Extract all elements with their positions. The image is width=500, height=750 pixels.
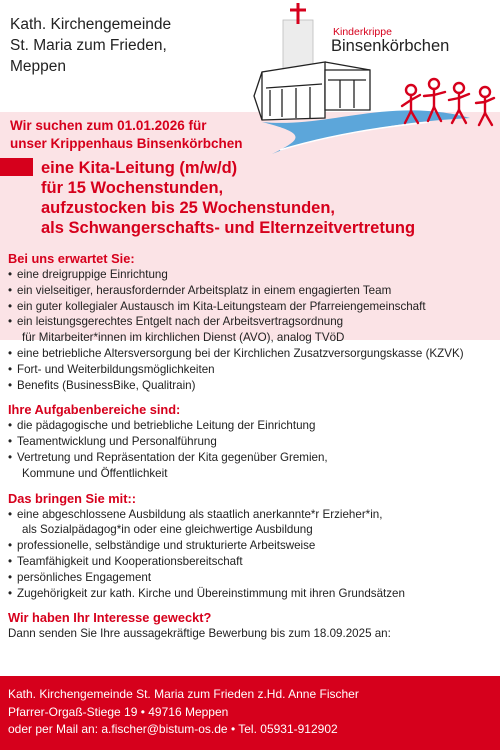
list-item: • ein leistungsgerechtes Entgelt nach der Arbeitsvertragsordnung für Mitarbeiter*innen im kirchlichen Dienst (AVO), analog TVöD xyxy=(8,314,496,346)
position-line: für 15 Wochenstunden, xyxy=(41,179,224,197)
bullet-list xyxy=(8,418,496,481)
logo-title: Binsenkörbchen xyxy=(331,37,450,55)
position-line: eine Kita-Leitung (m/w/d) xyxy=(41,159,238,177)
building-drawing-icon xyxy=(254,62,370,120)
logo-subtitle: Kinderkrippe xyxy=(333,26,392,38)
list-item: • eine abgeschlossene Ausbildung als staatlich anerkannte*r Erzieher*in, als Sozialpädagog*in oder eine gleichwertige Ausbildung xyxy=(8,507,496,539)
accent-bar xyxy=(0,158,33,176)
list-item: • Vertretung und Repräsentation der Kita gegenüber Gremien, Kommune und Öffentlichkeit xyxy=(8,450,496,482)
position-line: aufzustocken bis 25 Wochenstunden, xyxy=(41,199,335,217)
section-title: Ihre Aufgabenbereiche sind: xyxy=(8,402,181,418)
bullet-list xyxy=(8,507,496,602)
contact-question: Wir haben Ihr Interesse geweckt? xyxy=(8,610,212,626)
list-item: • Benefits (BusinessBike, Qualitrain) xyxy=(8,378,496,394)
list-item: • persönliches Engagement xyxy=(8,570,496,586)
list-item: • eine dreigruppige Einrichtung xyxy=(8,267,496,283)
intro-line: unser Krippenhaus Binsenkörbchen xyxy=(10,136,243,151)
position-title xyxy=(41,158,496,238)
section-tasks xyxy=(8,401,496,481)
main-content xyxy=(8,250,496,642)
footer-line: Pfarrer-Orgaß-Stiege 19 • 49716 Meppen xyxy=(8,704,229,719)
section-title: Bei uns erwartet Sie: xyxy=(8,251,135,266)
list-item: • eine betriebliche Altersversorgung bei der Kirchlichen Zusatzversorgungskasse (KZVK) xyxy=(8,346,496,362)
bullet-list xyxy=(8,267,496,393)
footer-line: Kath. Kirchengemeinde St. Maria zum Frieden z.Hd. Anne Fischer xyxy=(8,687,359,701)
section-requirements xyxy=(8,490,496,602)
header xyxy=(0,0,500,112)
list-item: • Fort- und Weiterbildungsmöglichkeiten xyxy=(8,362,496,378)
org-line: Meppen xyxy=(10,58,67,75)
list-item: • Teamfähigkeit und Kooperationsbereitschaft xyxy=(8,554,496,570)
contact-text: Dann senden Sie Ihre aussagekräftige Bewerbung bis zum 18.09.2025 an: xyxy=(8,627,391,641)
list-item: • professionelle, selbständige und strukturierte Arbeitsweise xyxy=(8,538,496,554)
intro-text xyxy=(10,117,310,153)
section-contact xyxy=(8,609,496,642)
org-line: Kath. Kirchengemeinde xyxy=(10,16,172,33)
list-item: • Teamentwicklung und Personalführung xyxy=(8,434,496,450)
section-title: Das bringen Sie mit:: xyxy=(8,490,136,506)
list-item: • ein guter kollegialer Austausch im Kita-Leitungsteam der Pfarreiengemeinschaft xyxy=(8,299,496,315)
position-line: als Schwangerschafts- und Elternzeitvertretung xyxy=(41,219,416,237)
list-item: • Zugehörigkeit zur kath. Kirche und Übereinstimmung mit ihren Grundsätzen xyxy=(8,586,496,602)
list-item: • die pädagogische und betriebliche Leitung der Einrichtung xyxy=(8,418,496,434)
footer-line: oder per Mail an: a.fischer@bistum-os.de • Tel. 05931-912902 xyxy=(8,722,338,736)
intro-line: Wir suchen zum 01.01.2026 für xyxy=(10,118,207,133)
org-line: St. Maria zum Frieden, xyxy=(10,37,167,54)
footer-contact xyxy=(0,676,500,750)
section-offer xyxy=(8,250,496,393)
list-item: • ein vielseitiger, herausfordernder Arbeitsplatz in einem engagierten Team xyxy=(8,283,496,299)
